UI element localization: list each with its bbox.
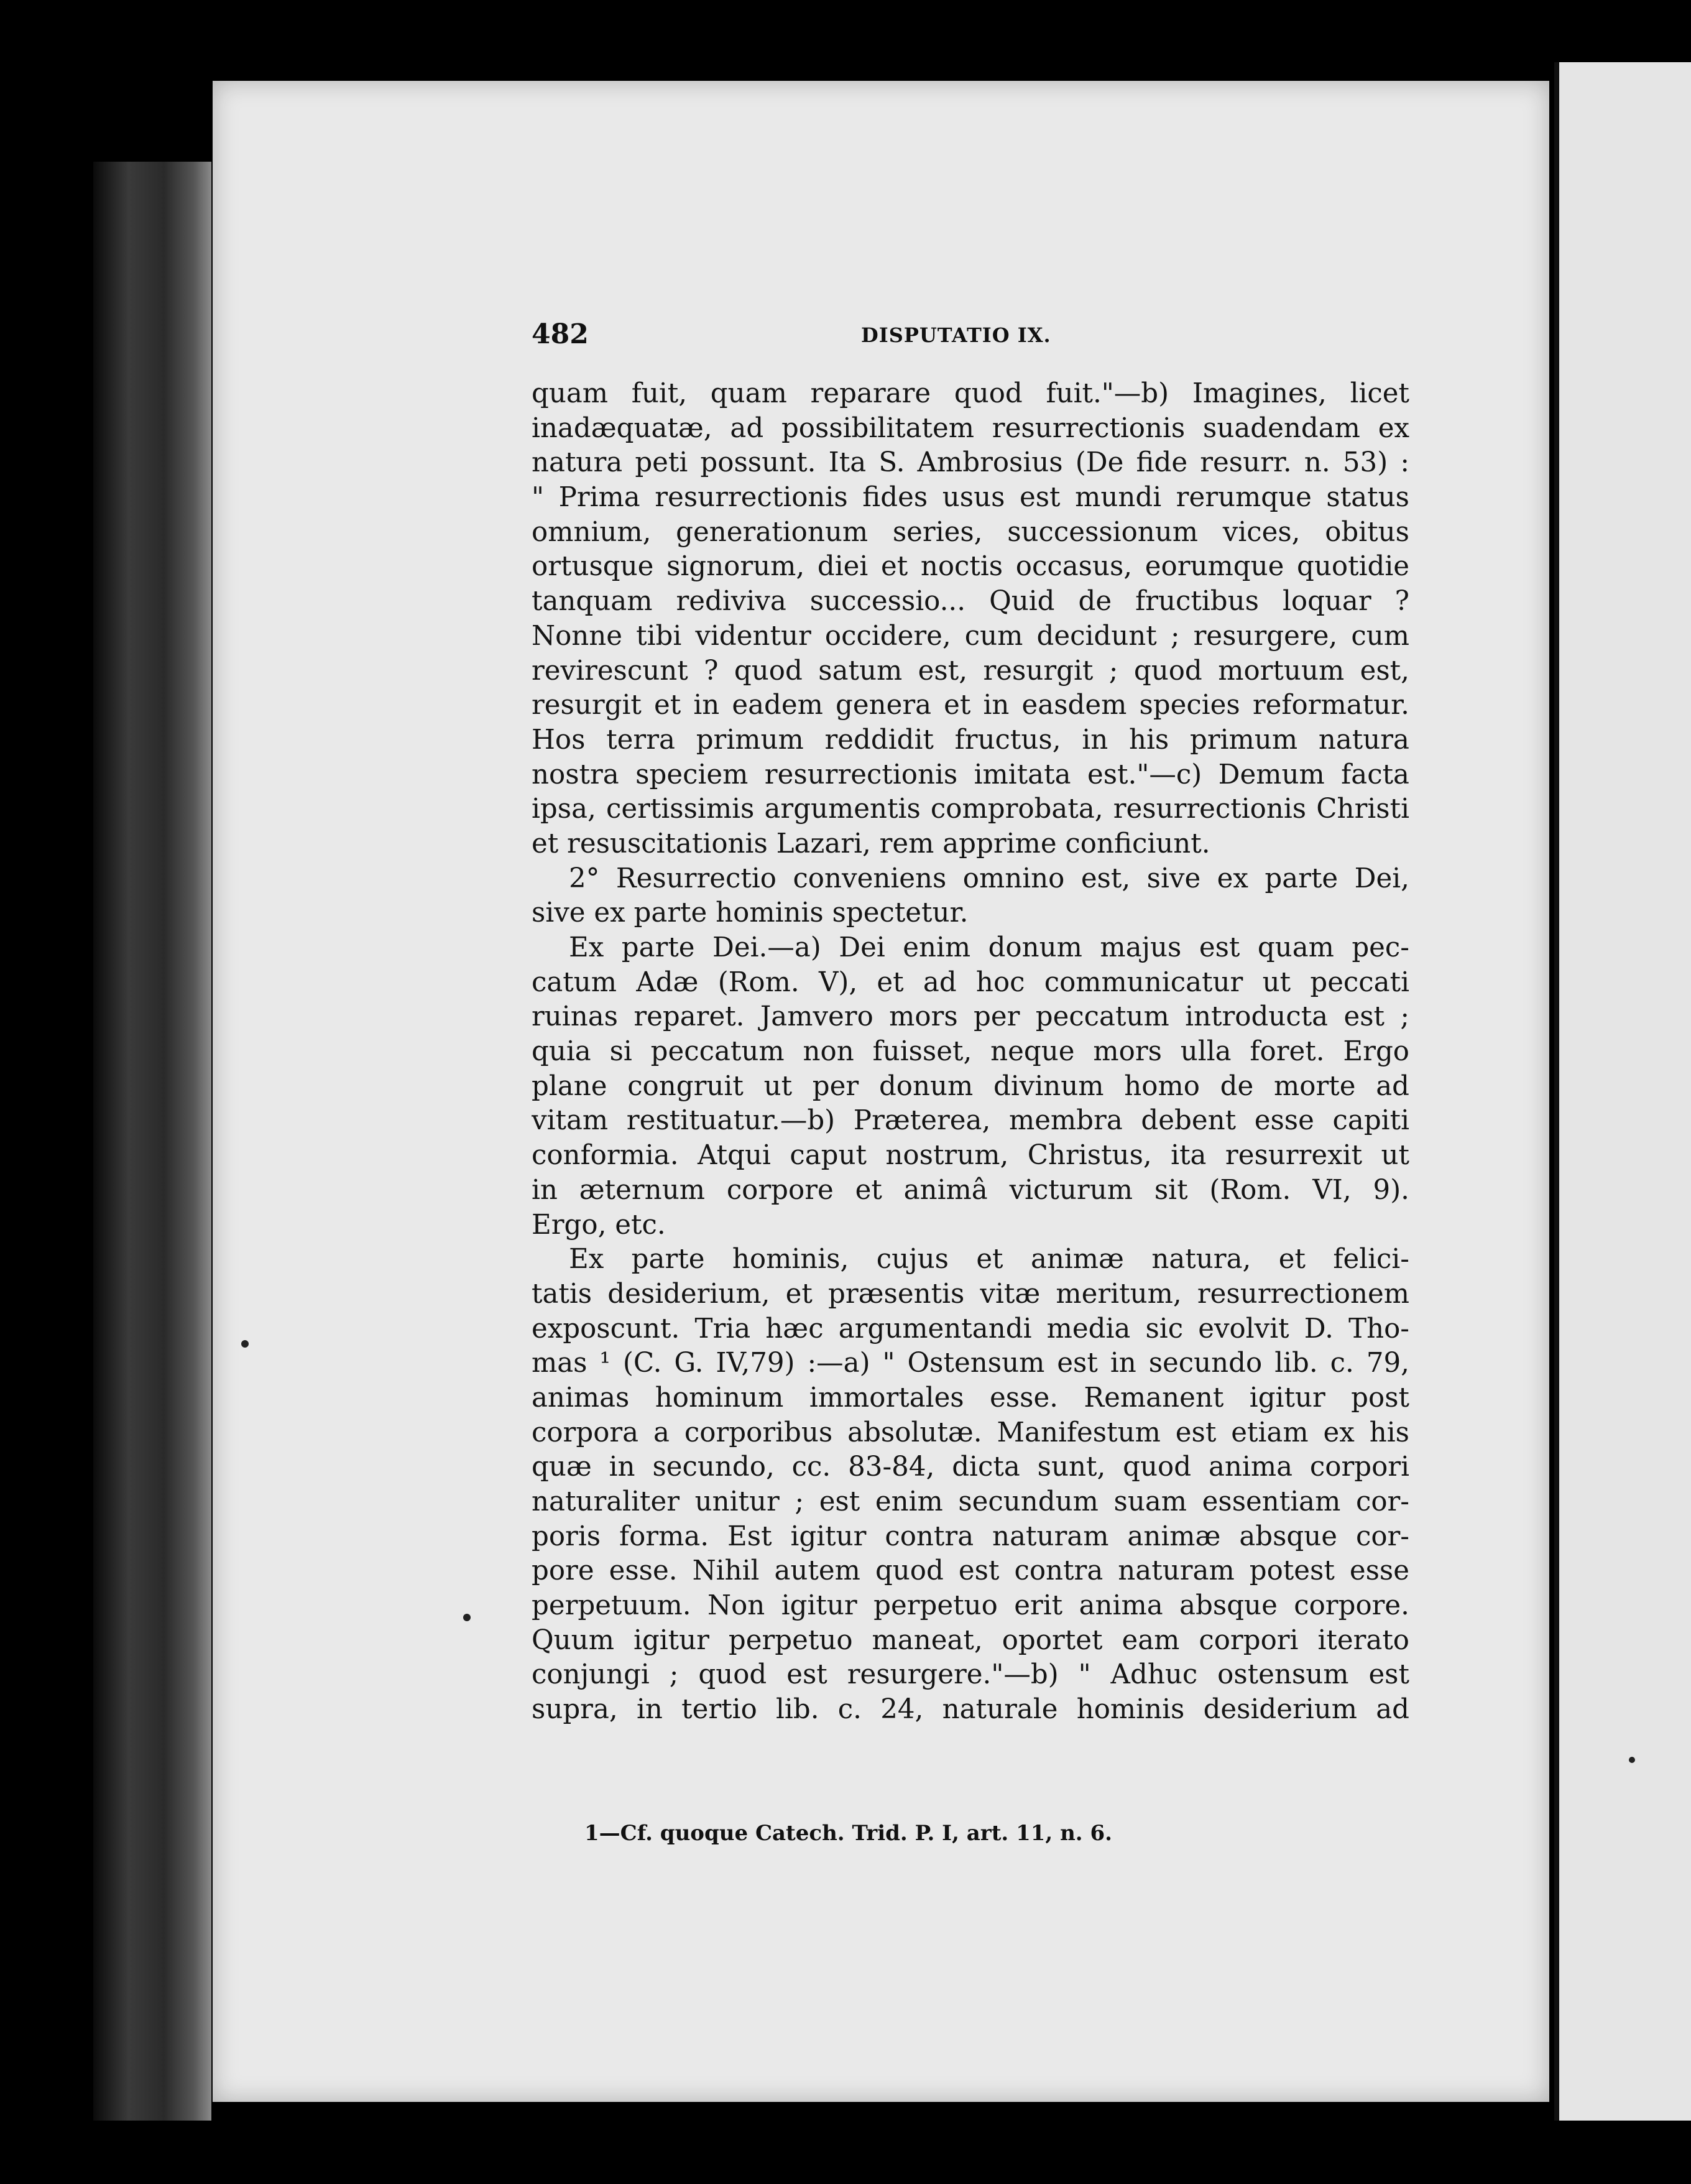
text-line: catum Adæ (Rom. V), et ad hoc communicatur ut peccati	[532, 966, 1409, 998]
text-line: " Prima resurrectionis fides usus est mundi rerumque status	[532, 482, 1409, 514]
body-text	[532, 377, 1409, 1728]
text-line: quæ in secundo, cc. 83-84, dicta sunt, quod anima corpori	[532, 1451, 1409, 1483]
text-line: exposcunt. Tria hæc argumentandi media sic evolvit D. Tho-	[532, 1313, 1409, 1344]
text-line: quia si peccatum non fuisset, neque mors ulla foret. Ergo	[532, 1036, 1409, 1068]
text-line: Ergo, etc.	[532, 1209, 666, 1241]
text-line: resurgit et in eadem genera et in easdem species reformatur.	[532, 690, 1409, 721]
text-line: quam fuit, quam reparare quod fuit."—b) Imagines, licet	[532, 378, 1409, 409]
text-line: in æternum corpore et animâ victurum sit (Rom. VI, 9).	[532, 1174, 1409, 1206]
facing-page-edge	[1554, 62, 1691, 2121]
text-line: perpetuum. Non igitur perpetuo erit anima absque corpore.	[532, 1590, 1409, 1622]
text-line: ortusque signorum, diei et noctis occasus, eorumque quotidie	[532, 551, 1409, 583]
text-line: ipsa, certissimis argumentis comprobata, resurrectionis Christi	[532, 794, 1409, 825]
margin-speck	[241, 1340, 249, 1348]
text-line: plane congruit ut per donum divinum homo de morte ad	[532, 1070, 1409, 1102]
page-number: 482	[532, 318, 589, 350]
footnote: 1—Cf. quoque Catech. Trid. P. I, art. 11, n. 6.	[584, 1821, 1112, 1846]
text-line: natura peti possunt. Ita S. Ambrosius (De fide resurr. n. 53) :	[532, 447, 1409, 479]
margin-speck	[463, 1614, 471, 1621]
text-line: tanquam rediviva successio... Quid de fructibus loquar ?	[532, 586, 1409, 618]
text-line: conformia. Atqui caput nostrum, Christus, ita resurrexit ut	[532, 1140, 1409, 1172]
text-line: ruinas reparet. Jamvero mors per peccatum introducta est ;	[532, 1001, 1409, 1033]
text-line: supra, in tertio lib. c. 24, naturale hominis desiderium ad	[532, 1694, 1409, 1726]
facing-page-mark	[1629, 1757, 1635, 1763]
running-title: DISPUTATIO IX.	[861, 323, 1051, 347]
text-line: 2° Resurrectio conveniens omnino est, sive ex parte Dei,	[569, 863, 1409, 894]
text-line: Hos terra primum reddidit fructus, in his primum natura	[532, 724, 1409, 756]
text-line: inadæquatæ, ad possibilitatem resurrectionis suadendam ex	[532, 412, 1409, 444]
text-line: vitam restituatur.—b) Præterea, membra debent esse capiti	[532, 1105, 1409, 1137]
text-line: animas hominum immortales esse. Remanent igitur post	[532, 1382, 1409, 1414]
text-line: poris forma. Est igitur contra naturam animæ absque cor-	[532, 1520, 1409, 1552]
text-line: sive ex parte hominis spectetur.	[532, 897, 969, 929]
text-line: mas ¹ (C. G. IV,79) :—a) " Ostensum est in secundo lib. c. 79,	[532, 1348, 1409, 1379]
text-line: nostra speciem resurrectionis imitata est."—c) Demum facta	[532, 759, 1409, 790]
text-line: pore esse. Nihil autem quod est contra naturam potest esse	[532, 1555, 1409, 1587]
text-line: omnium, generationum series, successionum vices, obitus	[532, 516, 1409, 548]
text-line: tatis desiderium, et præsentis vitæ meritum, resurrectionem	[532, 1278, 1409, 1310]
text-line: conjungi ; quod est resurgere."—b) " Adhuc ostensum est	[532, 1659, 1409, 1691]
text-line: Ex parte Dei.—a) Dei enim donum majus est quam pec-	[569, 932, 1409, 963]
book-gutter-shadow	[93, 162, 211, 2121]
text-line: naturaliter unitur ; est enim secundum suam essentiam cor-	[532, 1486, 1409, 1517]
text-line: Nonne tibi videntur occidere, cum decidunt ; resurgere, cum	[532, 620, 1409, 652]
page-header	[532, 318, 1091, 356]
text-line: revirescunt ? quod satum est, resurgit ; quod mortuum est,	[532, 655, 1409, 687]
text-line: corpora a corporibus absolutæ. Manifestum est etiam ex his	[532, 1417, 1409, 1448]
text-line: Quum igitur perpetuo maneat, oportet eam corpori iterato	[532, 1624, 1409, 1656]
text-line: et resuscitationis Lazari, rem apprime conficiunt.	[532, 828, 1210, 859]
text-line: Ex parte hominis, cujus et animæ natura, et felici-	[569, 1244, 1409, 1275]
